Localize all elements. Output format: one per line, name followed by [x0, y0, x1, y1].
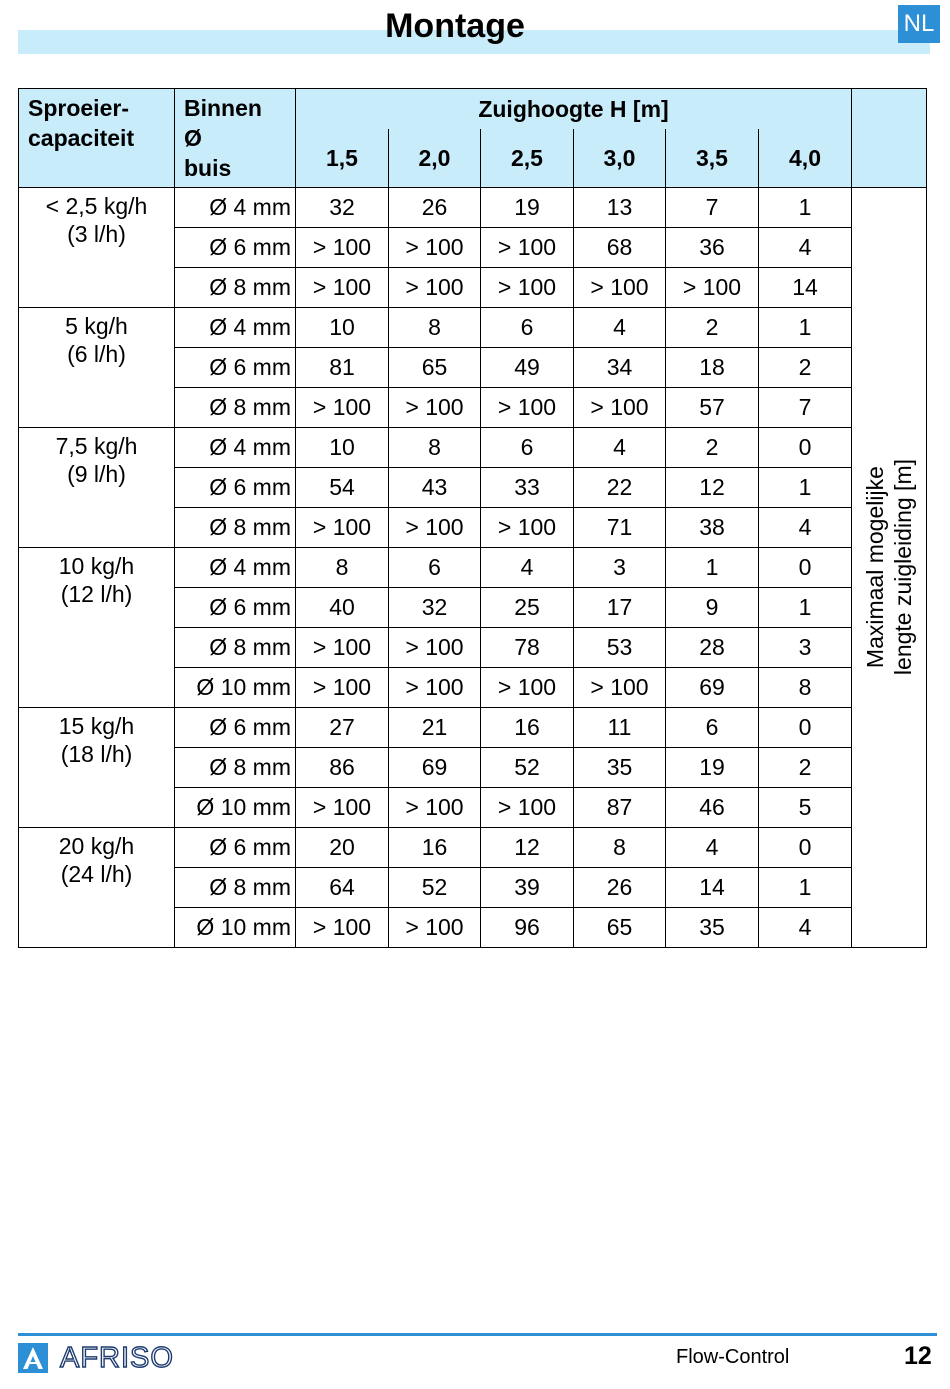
- length-value-cell: > 100: [574, 668, 666, 708]
- length-value-cell: 19: [666, 748, 759, 788]
- length-value-cell: 25: [481, 588, 574, 628]
- length-value-cell: 14: [759, 268, 852, 308]
- length-value-cell: 11: [574, 708, 666, 748]
- table-row: [19, 828, 927, 868]
- length-value-cell: 65: [389, 348, 481, 388]
- length-value-cell: 22: [574, 468, 666, 508]
- length-value-cell: 69: [389, 748, 481, 788]
- length-value-cell: 35: [666, 908, 759, 948]
- capacity-cell: [19, 708, 175, 828]
- length-value-cell: 0: [759, 708, 852, 748]
- length-value-cell: > 100: [481, 668, 574, 708]
- brand-logo: [18, 1343, 174, 1373]
- length-value-cell: 16: [481, 708, 574, 748]
- length-value-cell: 1: [759, 468, 852, 508]
- length-value-cell: 1: [759, 868, 852, 908]
- length-value-cell: 43: [389, 468, 481, 508]
- capacity-l: (24 l/h): [60, 861, 133, 887]
- height-header-cell: 3,0: [574, 129, 666, 188]
- length-value-cell: 2: [666, 308, 759, 348]
- length-value-cell: 0: [759, 548, 852, 588]
- pipe-diameter-cell: Ø 4 mm: [175, 548, 296, 588]
- capacity-kg: 7,5 kg/h: [55, 433, 138, 459]
- length-value-cell: > 100: [481, 268, 574, 308]
- capacity-kg: 5 kg/h: [65, 313, 128, 339]
- side-label-line1: Maximaal mogelijke: [862, 466, 889, 669]
- length-value-cell: 32: [296, 188, 389, 228]
- length-value-cell: 53: [574, 628, 666, 668]
- length-value-cell: 4: [759, 228, 852, 268]
- capacity-l: (18 l/h): [60, 741, 133, 767]
- capacity-kg: 20 kg/h: [58, 833, 135, 859]
- length-value-cell: 5: [759, 788, 852, 828]
- height-header-cell: 3,5: [666, 129, 759, 188]
- side-header-spacer: [852, 89, 927, 188]
- pipe-header-line2: Ø: [184, 125, 202, 151]
- length-value-cell: 8: [759, 668, 852, 708]
- pipe-diameter-cell: Ø 8 mm: [175, 508, 296, 548]
- length-value-cell: 36: [666, 228, 759, 268]
- capacity-cell: [19, 828, 175, 948]
- page-number: 12: [904, 1342, 932, 1370]
- length-value-cell: > 100: [296, 508, 389, 548]
- length-value-cell: > 100: [389, 668, 481, 708]
- pipe-diameter-cell: Ø 10 mm: [175, 788, 296, 828]
- length-value-cell: > 100: [296, 228, 389, 268]
- length-value-cell: > 100: [481, 508, 574, 548]
- length-value-cell: 32: [389, 588, 481, 628]
- pipe-diameter-cell: Ø 6 mm: [175, 468, 296, 508]
- capacity-l: (9 l/h): [67, 461, 126, 487]
- pipe-diameter-cell: Ø 10 mm: [175, 668, 296, 708]
- capacity-cell: [19, 428, 175, 548]
- length-value-cell: 49: [481, 348, 574, 388]
- pipe-diameter-cell: Ø 6 mm: [175, 588, 296, 628]
- table-row: [19, 188, 927, 228]
- length-value-cell: 16: [389, 828, 481, 868]
- length-value-cell: 1: [759, 188, 852, 228]
- length-value-cell: 14: [666, 868, 759, 908]
- pipe-diameter-cell: Ø 8 mm: [175, 388, 296, 428]
- pipe-diameter-cell: Ø 6 mm: [175, 708, 296, 748]
- length-value-cell: 8: [389, 428, 481, 468]
- capacity-cell: [19, 308, 175, 428]
- length-value-cell: 81: [296, 348, 389, 388]
- length-value-cell: 13: [574, 188, 666, 228]
- length-value-cell: 54: [296, 468, 389, 508]
- length-value-cell: > 100: [296, 908, 389, 948]
- length-value-cell: 8: [389, 308, 481, 348]
- length-value-cell: > 100: [389, 228, 481, 268]
- length-value-cell: 19: [481, 188, 574, 228]
- footer-divider: [18, 1333, 937, 1336]
- capacity-header: Sproeier-capaciteit: [19, 89, 175, 188]
- length-value-cell: 69: [666, 668, 759, 708]
- suction-length-table: [18, 88, 927, 948]
- length-value-cell: 1: [666, 548, 759, 588]
- length-value-cell: > 100: [574, 388, 666, 428]
- length-value-cell: 2: [666, 428, 759, 468]
- length-value-cell: 52: [389, 868, 481, 908]
- capacity-cell: [19, 548, 175, 708]
- length-value-cell: 4: [666, 828, 759, 868]
- length-value-cell: > 100: [666, 268, 759, 308]
- height-header-cell: 2,5: [481, 129, 574, 188]
- length-value-cell: 38: [666, 508, 759, 548]
- length-value-cell: > 100: [481, 228, 574, 268]
- length-value-cell: 2: [759, 748, 852, 788]
- length-value-cell: 39: [481, 868, 574, 908]
- pipe-diameter-cell: Ø 8 mm: [175, 268, 296, 308]
- length-value-cell: > 100: [296, 628, 389, 668]
- capacity-l: (6 l/h): [67, 341, 126, 367]
- capacity-l: (12 l/h): [60, 581, 133, 607]
- length-value-cell: 6: [389, 548, 481, 588]
- length-value-cell: 4: [759, 508, 852, 548]
- capacity-cell: [19, 188, 175, 308]
- length-value-cell: 34: [574, 348, 666, 388]
- length-value-cell: 3: [574, 548, 666, 588]
- pipe-diameter-cell: Ø 4 mm: [175, 308, 296, 348]
- length-value-cell: > 100: [481, 788, 574, 828]
- length-value-cell: 1: [759, 588, 852, 628]
- afriso-triangle-icon: [18, 1343, 48, 1373]
- side-label-line2: lengte zuigleiding [m]: [890, 459, 917, 676]
- length-value-cell: 65: [574, 908, 666, 948]
- length-value-cell: 8: [574, 828, 666, 868]
- length-value-cell: 46: [666, 788, 759, 828]
- length-value-cell: 52: [481, 748, 574, 788]
- pipe-diameter-header: [175, 89, 296, 188]
- length-value-cell: 57: [666, 388, 759, 428]
- length-value-cell: 12: [481, 828, 574, 868]
- pipe-diameter-cell: Ø 10 mm: [175, 908, 296, 948]
- length-value-cell: 4: [574, 308, 666, 348]
- length-value-cell: 26: [574, 868, 666, 908]
- length-value-cell: 35: [574, 748, 666, 788]
- table-row: [19, 428, 927, 468]
- length-value-cell: 10: [296, 308, 389, 348]
- pipe-diameter-cell: Ø 8 mm: [175, 628, 296, 668]
- pipe-diameter-cell: Ø 4 mm: [175, 428, 296, 468]
- length-value-cell: 21: [389, 708, 481, 748]
- product-name: Flow-Control: [676, 1346, 790, 1368]
- length-value-cell: > 100: [296, 668, 389, 708]
- length-value-cell: > 100: [389, 908, 481, 948]
- length-value-cell: 7: [666, 188, 759, 228]
- length-value-cell: 1: [759, 308, 852, 348]
- length-value-cell: > 100: [481, 388, 574, 428]
- length-value-cell: > 100: [389, 268, 481, 308]
- length-value-cell: 4: [574, 428, 666, 468]
- length-value-cell: > 100: [389, 388, 481, 428]
- length-value-cell: 33: [481, 468, 574, 508]
- length-value-cell: 10: [296, 428, 389, 468]
- length-value-cell: 87: [574, 788, 666, 828]
- length-value-cell: 68: [574, 228, 666, 268]
- pipe-diameter-cell: Ø 4 mm: [175, 188, 296, 228]
- length-value-cell: 12: [666, 468, 759, 508]
- length-value-cell: 3: [759, 628, 852, 668]
- length-value-cell: > 100: [389, 628, 481, 668]
- length-value-cell: 4: [759, 908, 852, 948]
- length-value-cell: 26: [389, 188, 481, 228]
- length-value-cell: > 100: [389, 788, 481, 828]
- length-value-cell: 28: [666, 628, 759, 668]
- max-length-side-label: [852, 188, 927, 948]
- table-row: [19, 708, 927, 748]
- length-value-cell: 6: [481, 428, 574, 468]
- length-value-cell: 18: [666, 348, 759, 388]
- length-value-cell: > 100: [574, 268, 666, 308]
- length-value-cell: 20: [296, 828, 389, 868]
- length-value-cell: 64: [296, 868, 389, 908]
- length-value-cell: 9: [666, 588, 759, 628]
- capacity-kg: 10 kg/h: [58, 553, 135, 579]
- length-value-cell: 17: [574, 588, 666, 628]
- length-value-cell: 0: [759, 828, 852, 868]
- suction-height-header: Zuighoogte H [m]: [296, 89, 852, 130]
- pipe-diameter-cell: Ø 6 mm: [175, 828, 296, 868]
- length-value-cell: 8: [296, 548, 389, 588]
- pipe-header-line3: buis: [184, 155, 232, 181]
- length-value-cell: 0: [759, 428, 852, 468]
- length-value-cell: > 100: [296, 788, 389, 828]
- pipe-diameter-cell: Ø 6 mm: [175, 228, 296, 268]
- length-value-cell: 2: [759, 348, 852, 388]
- pipe-header-line1: Binnen: [184, 95, 262, 121]
- page-title: Montage: [385, 7, 525, 45]
- length-value-cell: 86: [296, 748, 389, 788]
- height-header-cell: 4,0: [759, 129, 852, 188]
- table-row: [19, 308, 927, 348]
- length-value-cell: > 100: [296, 268, 389, 308]
- pipe-diameter-cell: Ø 8 mm: [175, 868, 296, 908]
- height-header-cell: 2,0: [389, 129, 481, 188]
- length-value-cell: 40: [296, 588, 389, 628]
- language-badge: NL: [898, 5, 940, 43]
- length-value-cell: 7: [759, 388, 852, 428]
- capacity-kg: < 2,5 kg/h: [45, 193, 148, 219]
- height-header-cell: 1,5: [296, 129, 389, 188]
- pipe-diameter-cell: Ø 8 mm: [175, 748, 296, 788]
- length-value-cell: 27: [296, 708, 389, 748]
- capacity-l: (3 l/h): [67, 221, 126, 247]
- length-value-cell: 4: [481, 548, 574, 588]
- table-row: [19, 548, 927, 588]
- capacity-kg: 15 kg/h: [58, 713, 135, 739]
- length-value-cell: 71: [574, 508, 666, 548]
- brand-name: AFRISO: [60, 1342, 174, 1374]
- length-value-cell: > 100: [389, 508, 481, 548]
- length-value-cell: 78: [481, 628, 574, 668]
- pipe-diameter-cell: Ø 6 mm: [175, 348, 296, 388]
- length-value-cell: 96: [481, 908, 574, 948]
- length-value-cell: > 100: [296, 388, 389, 428]
- length-value-cell: 6: [666, 708, 759, 748]
- length-value-cell: 6: [481, 308, 574, 348]
